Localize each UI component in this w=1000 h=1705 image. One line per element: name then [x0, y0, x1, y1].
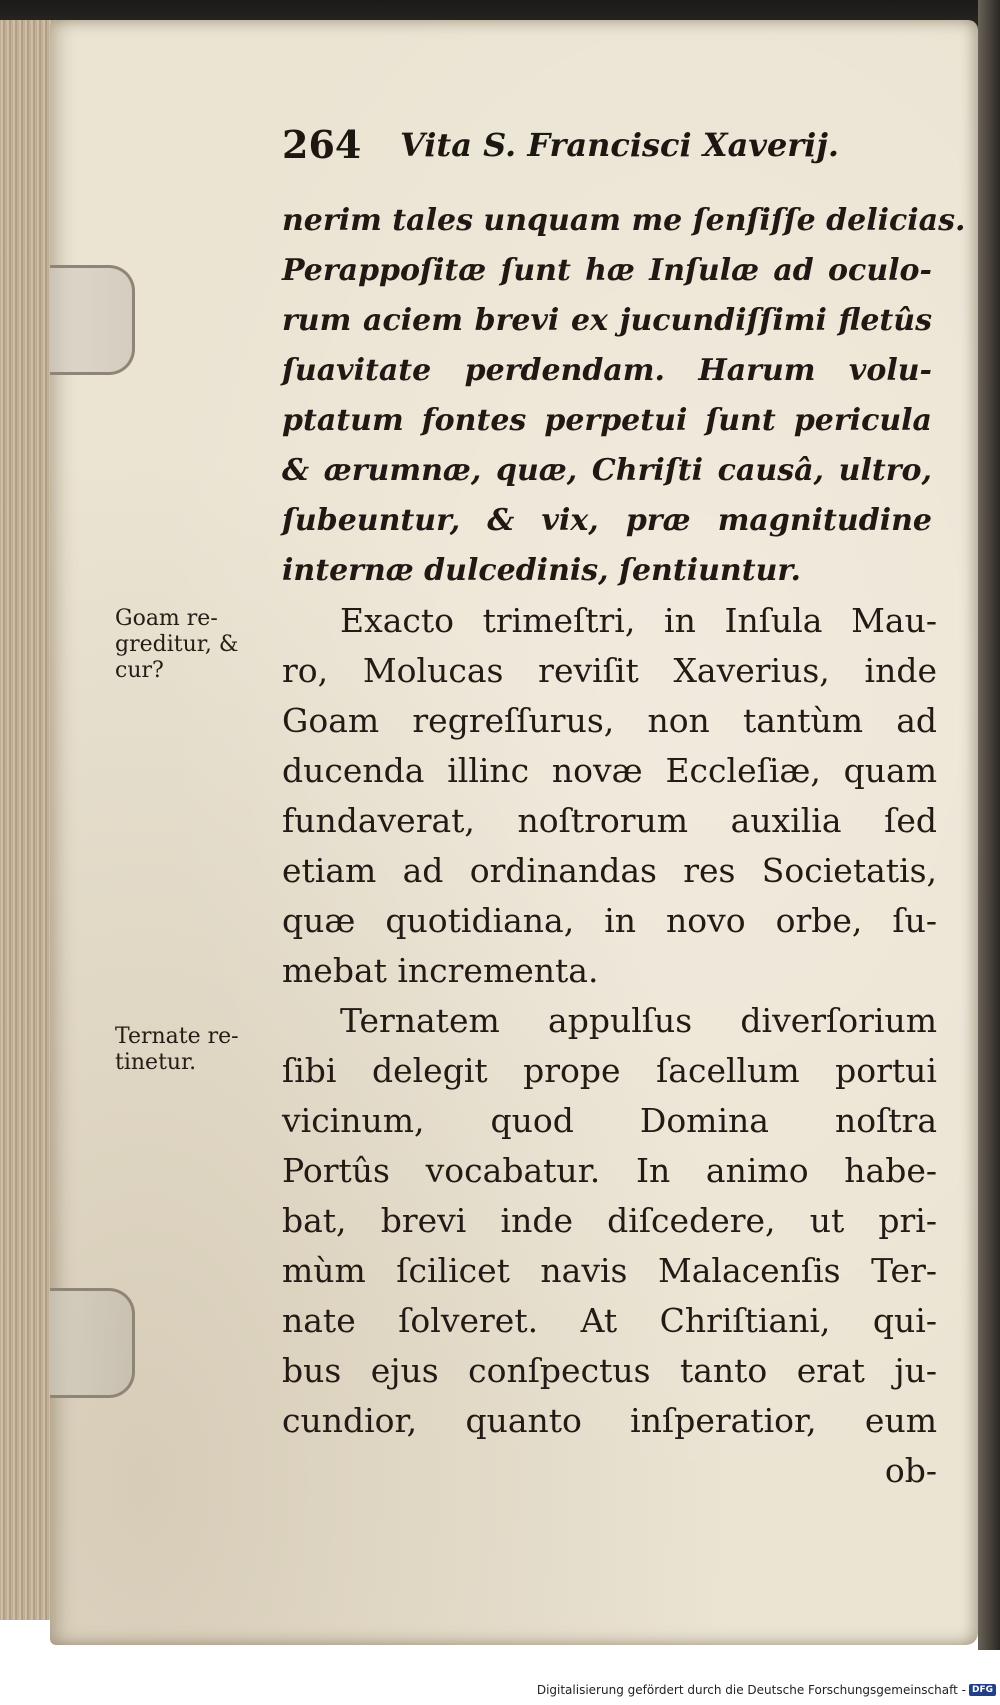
- margin-note-line: cur?: [115, 658, 164, 683]
- paragraph-ternatem: [282, 996, 937, 1496]
- text-line: Portûs vocabatur. In animo habe-: [282, 1151, 937, 1190]
- italic-paragraph: [282, 196, 966, 596]
- text-line: ptatum fontes perpetui ſunt pericula: [282, 403, 932, 438]
- running-title: Vita S. Francisci Xaverij.: [400, 126, 840, 164]
- margin-note-goam: [115, 606, 285, 684]
- paragraph-exacto: [282, 596, 937, 996]
- page-number: 264: [282, 122, 362, 167]
- text-line: Goam regreſſurus, non tantùm ad: [282, 701, 937, 740]
- text-line: Exacto trimeſtri, in Inſula Mau-: [340, 601, 937, 640]
- page-clip-top: [50, 265, 135, 375]
- text-line: cundior, quanto inſperatior, eum: [282, 1401, 937, 1440]
- text-line: ducenda illinc novæ Eccleſiæ, quam: [282, 751, 937, 790]
- text-line: vicinum, quod Domina noſtra: [282, 1101, 937, 1140]
- text-line: nerim tales unquam me ſenſiſſe delicias.: [282, 203, 966, 238]
- text-line: & ærumnæ, quæ, Chriſti causâ, ultro,: [282, 453, 932, 488]
- text-line: mebat incrementa.: [282, 951, 599, 990]
- catchword: ob-: [884, 1451, 937, 1490]
- text-line: quæ quotidiana, in novo orbe, ſu-: [282, 901, 937, 940]
- text-line: ſuavitate perdendam. Harum volu-: [282, 353, 932, 388]
- text-line: ro, Molucas reviſit Xaverius, inde: [282, 651, 937, 690]
- margin-note-line: Ternate re-: [115, 1024, 239, 1049]
- text-line: nate ſolveret. At Chriſtiani, qui-: [282, 1301, 937, 1340]
- text-line: Perappoſitæ ſunt hæ Inſulæ ad oculo-: [282, 253, 932, 288]
- text-line: bus ejus conſpectus tanto erat ju-: [282, 1351, 937, 1390]
- footer-text: Digitalisierung gefördert durch die Deutsche Forschungsgemeinschaft -: [536, 1683, 966, 1697]
- text-line: rum aciem brevi ex jucundiſſimi fletûs: [282, 303, 932, 338]
- text-line: mùm ſcilicet navis Malacenſis Ter-: [282, 1251, 937, 1290]
- page-clip-bottom: [50, 1288, 135, 1398]
- margin-note-line: tinetur.: [115, 1050, 197, 1075]
- text-line: fundaverat, noſtrorum auxilia ſed: [282, 801, 937, 840]
- dfg-logo: DFG: [969, 1684, 996, 1696]
- text-line: bat, brevi inde diſcedere, ut pri-: [282, 1201, 937, 1240]
- margin-note-line: Goam re-: [115, 606, 218, 631]
- margin-note-line: greditur, &: [115, 632, 239, 657]
- page-header: [282, 122, 962, 178]
- margin-note-ternate: [115, 1024, 285, 1076]
- scan-background-right: [978, 0, 1000, 1650]
- text-line: internæ dulcedinis, ſentiuntur.: [282, 553, 801, 588]
- text-line: Ternatem appulſus diverſorium: [340, 1001, 937, 1040]
- text-line: etiam ad ordinandas res Societatis,: [282, 851, 937, 890]
- text-line: ſubeuntur, & vix, præ magnitudine: [282, 503, 932, 538]
- digitization-footer: [537, 1681, 996, 1699]
- text-line: ſibi delegit prope ſacellum portui: [282, 1051, 937, 1090]
